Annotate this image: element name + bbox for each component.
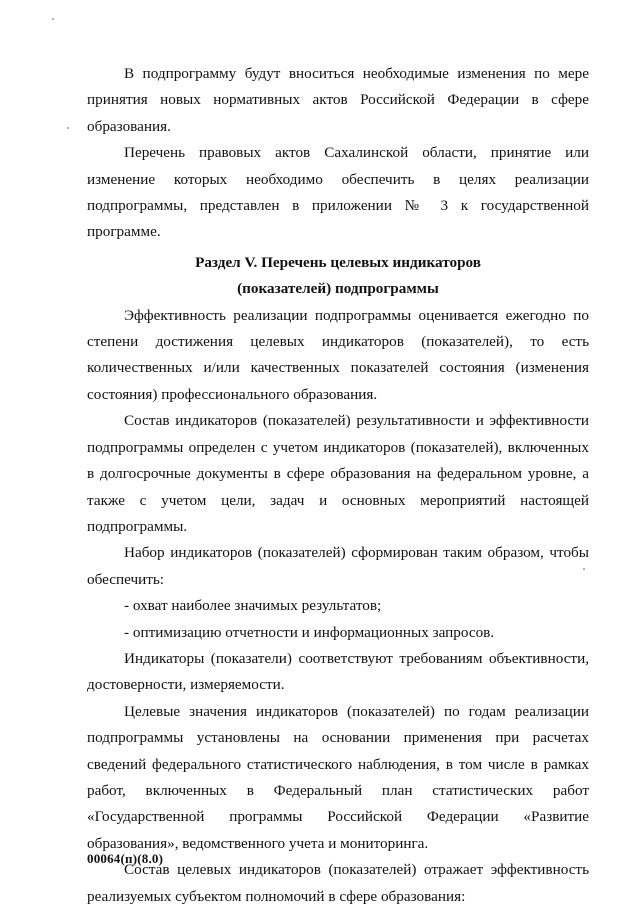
section-heading: Раздел V. Перечень целевых индикаторов	[195, 253, 481, 271]
document-code: 00064(п)(8.0)	[87, 851, 164, 866]
body-text	[87, 61, 589, 910]
paragraph: Индикаторы (показатели) соответствуют требованиям объективности, достоверности, измеряемости.	[87, 649, 589, 694]
paragraph: Перечень правовых актов Сахалинской области, принятие или изменение которых необходимо обеспечить в целях реализации подпрограммы, представлен в приложении № 3 к государственной программе.	[87, 144, 589, 241]
paragraph: Состав целевых индикаторов (показателей) отражает эффективность реализуемых субъектом полномочий в сфере образования:	[87, 861, 589, 905]
section-heading: (показателей) подпрограммы	[237, 280, 439, 298]
paragraph: В подпрограмму будут вноситься необходимые изменения по мере принятия новых нормативных актов Российской Федерации в сфере образования.	[87, 65, 589, 135]
paragraph: Целевые значения индикаторов (показателей) по годам реализации подпрограммы установлены на основании применения при расчетах сведений федерального статистического наблюдения, в том числе в рамках работ, включенных в Федеральный план статистических работ «Государственной программы Российской Федерации «Развитие образования», ведомственного учета и мониторинга.	[87, 702, 589, 852]
paragraph: Эффективность реализации подпрограммы оценивается ежегодно по степени достижения целевых индикаторов (показателей), то есть количественных и/или качественных показателей состояния (изменения состояния) профессионального образования.	[87, 306, 589, 403]
list-item: - оптимизацию отчетности и информационных запросов.	[124, 623, 495, 641]
list-item: - охват наиболее значимых результатов;	[124, 597, 382, 615]
paragraph: Набор индикаторов (показателей) сформирован таким образом, чтобы обеспечить:	[87, 544, 589, 588]
scan-speck	[67, 127, 69, 129]
scan-speck	[52, 18, 54, 20]
paragraph: Состав индикаторов (показателей) результативности и эффективности подпрограммы определен с учетом индикаторов (показателей), включенных в долгосрочные документы в сфере образования на федеральном уровне, а также с учетом цели, задач и основных мероприятий настоящей подпрограммы.	[87, 412, 589, 535]
